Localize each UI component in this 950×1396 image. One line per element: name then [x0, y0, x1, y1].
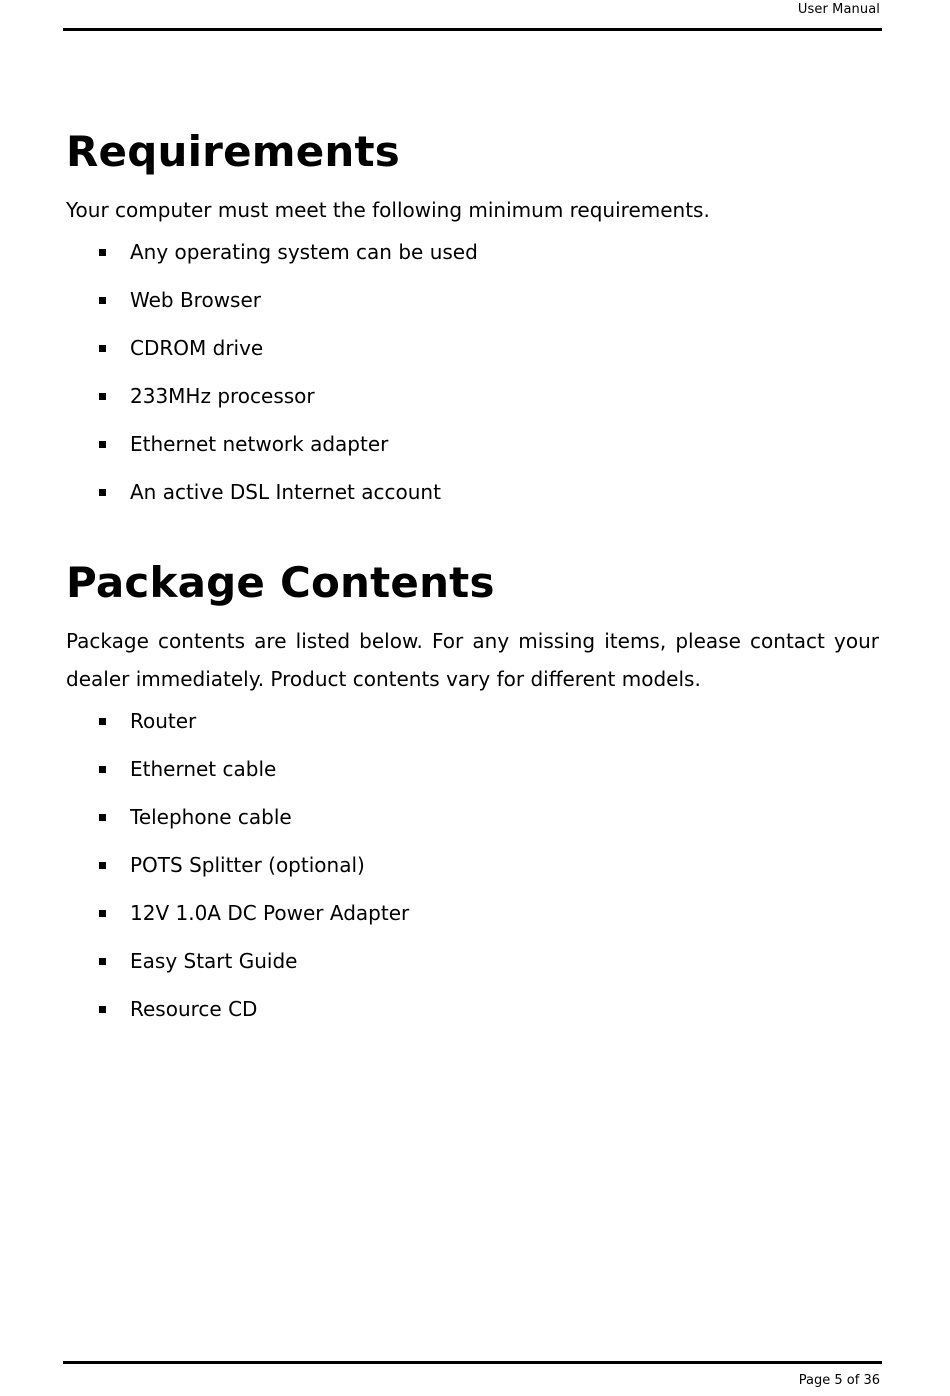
- list-item: CDROM drive: [66, 333, 879, 381]
- square-bullet-icon: [99, 489, 106, 496]
- square-bullet-icon: [99, 814, 106, 821]
- list-item: Any operating system can be used: [66, 237, 879, 285]
- list-item: 12V 1.0A DC Power Adapter: [66, 898, 879, 946]
- running-header: User Manual: [797, 2, 880, 17]
- package-heading: Package Contents: [66, 558, 495, 607]
- list-item: An active DSL Internet account: [66, 477, 879, 525]
- list-item: Easy Start Guide: [66, 946, 879, 994]
- package-section: [66, 557, 879, 1042]
- list-item: POTS Splitter (optional): [66, 850, 879, 898]
- footer-rule: [63, 1361, 882, 1364]
- package-intro: Package contents are listed below. For any missing items, please contact your dealer immediately. Product contents vary for different models.: [66, 629, 879, 691]
- square-bullet-icon: [99, 766, 106, 773]
- list-item: Ethernet cable: [66, 754, 879, 802]
- list-item: 233MHz processor: [66, 381, 879, 429]
- square-bullet-icon: [99, 958, 106, 965]
- list-item: Router: [66, 706, 879, 754]
- square-bullet-icon: [99, 441, 106, 448]
- square-bullet-icon: [99, 297, 106, 304]
- square-bullet-icon: [99, 393, 106, 400]
- square-bullet-icon: [99, 1006, 106, 1013]
- square-bullet-icon: [99, 249, 106, 256]
- list-item: Resource CD: [66, 994, 879, 1042]
- square-bullet-icon: [99, 345, 106, 352]
- list-item: Web Browser: [66, 285, 879, 333]
- square-bullet-icon: [99, 718, 106, 725]
- page-number: Page 5 of 36: [798, 1373, 880, 1388]
- square-bullet-icon: [99, 862, 106, 869]
- package-list: [66, 706, 879, 1042]
- requirements-section: [66, 126, 879, 525]
- requirements-heading: Requirements: [66, 127, 401, 176]
- requirements-list: [66, 237, 879, 525]
- list-item: Telephone cable: [66, 802, 879, 850]
- header-rule: [63, 28, 882, 31]
- requirements-intro: Your computer must meet the following minimum requirements.: [66, 198, 710, 222]
- square-bullet-icon: [99, 910, 106, 917]
- list-item: Ethernet network adapter: [66, 429, 879, 477]
